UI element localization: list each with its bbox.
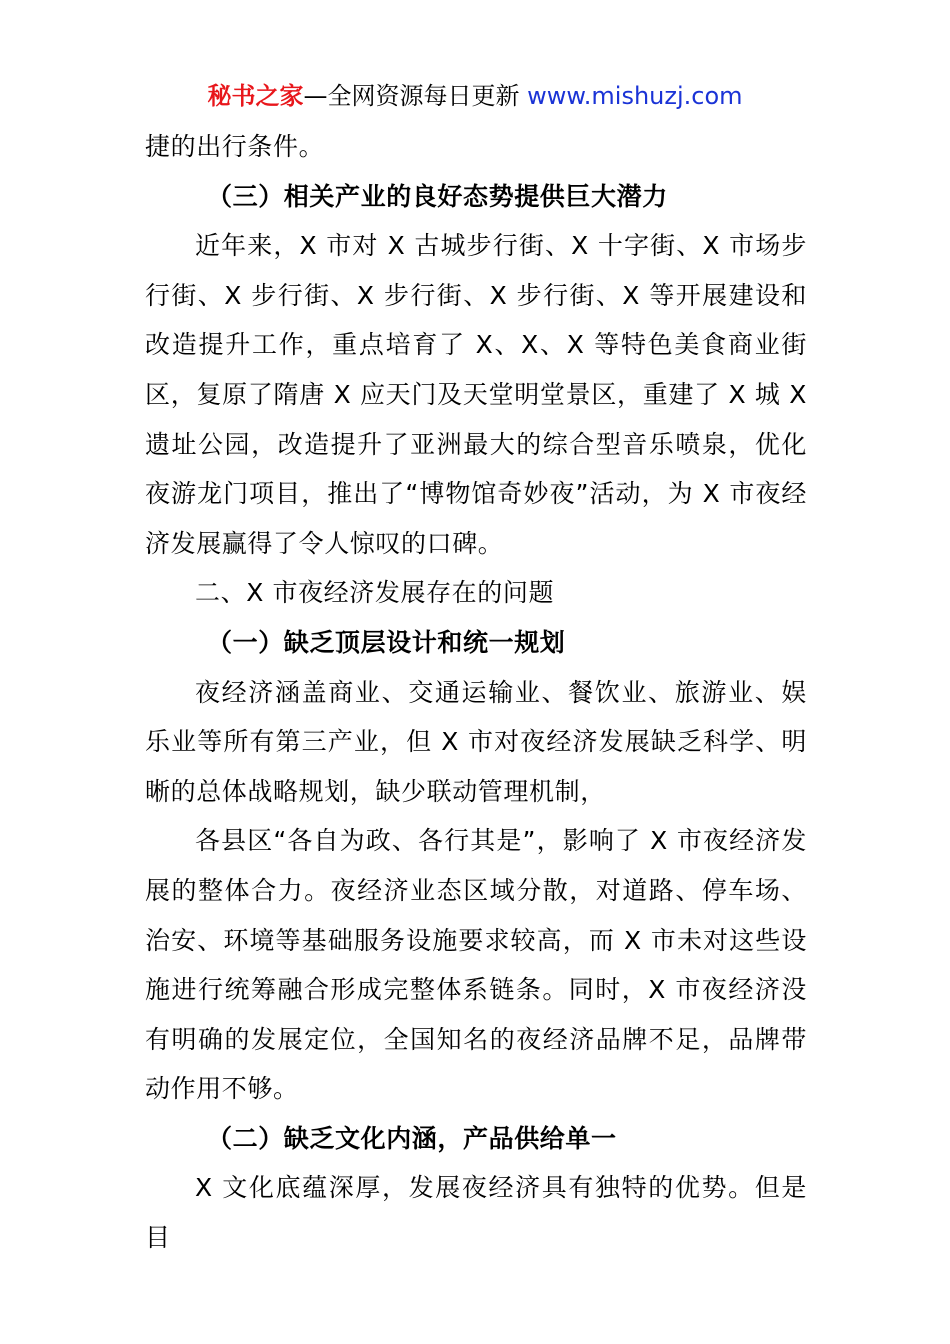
site-brand: 秘书之家 xyxy=(207,82,304,110)
chapter-heading-2: 二、X 市夜经济发展存在的问题 xyxy=(195,578,555,608)
paragraph-planning: 夜经济涵盖商业、交通运输业、餐饮业、旅游业、娱乐业等所有第三产业，但 X 市对夜经济发展缺乏科学、明晰的总体战略规划，缺少联动管理机制， xyxy=(145,677,807,806)
paragraph-counties: 各县区“各自为政、各行其是”，影响了 X 市夜经济发展的整体合力。夜经济业态区域分散，对道路、停车场、治安、环境等基础服务设施要求较高，而 X 市未对这些设施进行统筹融合形成完整体系链条。同时，X 市夜经济没有明确的发展定位，全国知名的夜经济品牌不足，品牌带动作用不够。 xyxy=(145,826,807,1104)
document-body xyxy=(145,122,807,1263)
paragraph-continuation: 捷的出行条件。 xyxy=(145,132,325,161)
section-heading-3: （三）相关产业的良好态势提供巨大潜力 xyxy=(207,181,668,211)
section-heading-2: （二）缺乏文化内涵，产品供给单一 xyxy=(207,1123,617,1153)
paragraph-industry: 近年来，X 市对 X 古城步行街、X 十字街、X 市场步行街、X 步行街、X 步行街、X 步行街、X 等开展建设和改造提升工作，重点培育了 X、X、X 等特色美食商业街区，复原了隋唐 X 应天门及天堂明堂景区，重建了 X 城 X 遗址公园，改造提升了亚洲最大的综合型音乐喷泉，优化夜游龙门项目，推出了“博物馆奇妙夜”活动，为 X 市夜经济发展赢得了令人惊叹的口碑。 xyxy=(145,231,807,558)
site-tagline: —全网资源每日更新 xyxy=(303,82,520,110)
site-url[interactable]: www.mishuzj.com xyxy=(527,82,743,110)
paragraph-culture: X 文化底蕴深厚，发展夜经济具有独特的优势。但是目 xyxy=(145,1173,807,1253)
section-heading-1: （一）缺乏顶层设计和统一规划 xyxy=(207,627,566,657)
page-header xyxy=(0,78,950,114)
